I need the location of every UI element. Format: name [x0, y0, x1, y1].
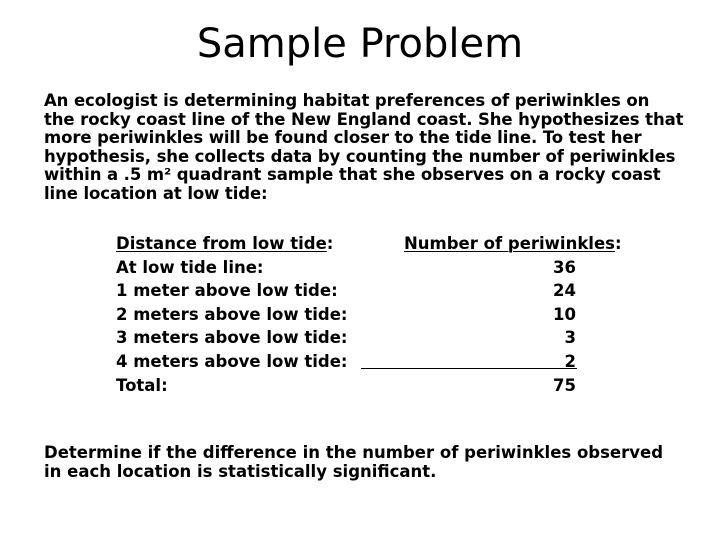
row-value: 2 [564, 351, 576, 371]
problem-question: Determine if the difference in the number of periwinkles observed in each location is statistically significant. [44, 443, 664, 481]
table-row [116, 256, 576, 280]
table-header-row [116, 232, 622, 256]
header-count: Number of periwinkles: [404, 234, 622, 253]
table-row [116, 303, 576, 327]
total-label: Total: [116, 375, 168, 395]
row-value: 24 [553, 281, 576, 301]
row-value: 36 [553, 257, 576, 277]
row-label: 4 meters above low tide: [116, 351, 348, 371]
table-row [116, 326, 576, 350]
row-value: 10 [553, 304, 576, 324]
table-row [116, 279, 576, 303]
table-row [116, 350, 576, 374]
problem-description: An ecologist is determining habitat preferences of periwinkles on the rocky coast line of the New England coast. She hypothesizes that more periwinkles will be found closer to the tide line. To test her hypothesis, she collects data by counting the number of periwinkles within a .5 m² quadrant sample that she observes on a rocky coast line location at low tide: [44, 91, 684, 203]
total-divider [361, 368, 577, 369]
data-table [116, 232, 622, 397]
row-label: 1 meter above low tide: [116, 281, 338, 301]
row-label: 3 meters above low tide: [116, 328, 348, 348]
table-total-row [116, 374, 576, 398]
slide-title: Sample Problem [196, 21, 524, 67]
total-value: 75 [553, 375, 576, 395]
row-label: 2 meters above low tide: [116, 304, 348, 324]
header-distance: Distance from low tide: [116, 234, 334, 253]
row-value: 3 [564, 328, 576, 348]
row-label: At low tide line: [116, 257, 264, 277]
